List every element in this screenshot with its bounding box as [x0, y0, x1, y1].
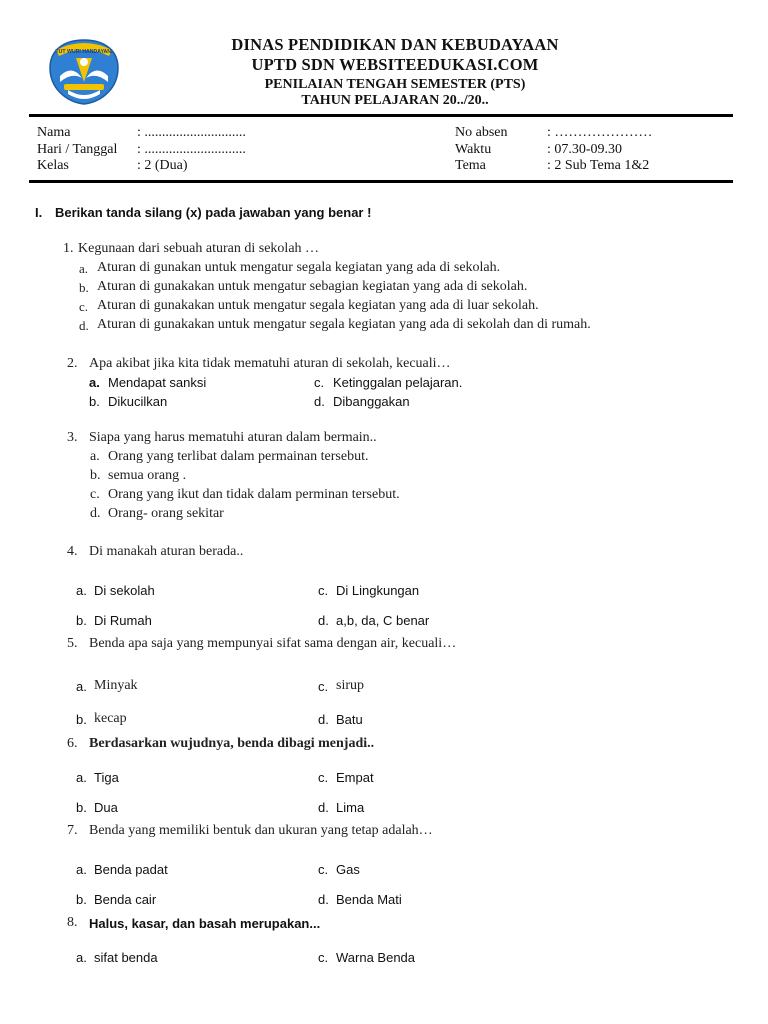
value-time: : 07.30-09.30 [547, 142, 623, 157]
academic-year: TAHUN PELAJARAN 20../20.. [301, 93, 489, 108]
q3-option-c[interactable]: Orang yang ikut dan tidak dalam perminan tersebut. [108, 487, 400, 502]
label-name: Nama [37, 125, 71, 140]
q3-option-a[interactable]: Orang yang terlibat dalam permainan tersebut. [108, 449, 369, 464]
q1-option-d[interactable]: Aturan di gunakakan untuk mengatur segala kegiatan yang ada di sekolah dan di rumah. [97, 317, 591, 332]
q1-option-c-letter: c. [79, 299, 89, 314]
q2-option-b[interactable]: Dikucilkan [108, 394, 168, 409]
q2-option-c[interactable]: Ketinggalan pelajaran. [333, 375, 463, 390]
q3-option-b[interactable]: semua orang . [108, 468, 187, 483]
q4-option-a[interactable]: Di sekolah [94, 583, 155, 598]
school-title: UPTD SDN WEBSITEEDUKASI.COM [251, 55, 539, 74]
q5-option-b-letter: b. [76, 712, 87, 727]
q1-option-a-letter: a. [79, 261, 89, 276]
label-absence-number: No absen [455, 125, 508, 140]
q7-option-b[interactable]: Benda cair [94, 892, 157, 907]
q5-option-a-letter: a. [76, 679, 87, 694]
q7-option-c-letter: c. [318, 862, 329, 877]
value-class: : 2 (Dua) [137, 158, 188, 173]
value-theme: : 2 Sub Tema 1&2 [547, 158, 650, 173]
q8-option-a[interactable]: sifat benda [94, 950, 158, 965]
q6-option-c[interactable]: Empat [336, 770, 374, 785]
question-5-text: Benda apa saja yang mempunyai sifat sama dengan air, kecuali… [89, 636, 457, 651]
q3-option-c-letter: c. [90, 487, 100, 502]
header-divider [29, 114, 733, 117]
question-1-text: Kegunaan dari sebuah aturan di sekolah … [78, 241, 320, 256]
section-numeral: I. [35, 205, 43, 220]
q6-option-b[interactable]: Dua [94, 800, 118, 815]
q4-option-d[interactable]: a,b, da, C benar [336, 613, 430, 628]
question-2-number: 2. [67, 356, 78, 371]
q5-option-b[interactable]: kecap [94, 711, 127, 726]
q2-option-b-letter: b. [89, 394, 100, 409]
q7-option-d[interactable]: Benda Mati [336, 892, 402, 907]
q3-option-d-letter: d. [90, 506, 101, 521]
q4-option-c-letter: c. [318, 583, 329, 598]
tut-wuri-handayani-logo-icon [46, 38, 122, 106]
exam-title: PENILAIAN TENGAH SEMESTER (PTS) [264, 77, 526, 92]
q4-option-a-letter: a. [76, 583, 87, 598]
q4-option-b-letter: b. [76, 613, 87, 628]
label-class: Kelas [37, 158, 69, 173]
question-6-number: 6. [67, 736, 78, 751]
question-6-text: Berdasarkan wujudnya, benda dibagi menjadi.. [89, 736, 375, 751]
question-4-number: 4. [67, 544, 78, 559]
q1-option-b[interactable]: Aturan di gunakakan untuk mengatur sebagian kegiatan yang ada di sekolah. [97, 279, 528, 294]
question-8-number: 8. [67, 915, 78, 930]
q7-option-d-letter: d. [318, 892, 329, 907]
q1-option-d-letter: d. [79, 318, 89, 333]
q7-option-c[interactable]: Gas [336, 862, 360, 877]
q6-option-d[interactable]: Lima [336, 800, 365, 815]
q7-option-a[interactable]: Benda padat [94, 862, 168, 877]
section-instruction: Berikan tanda silang (x) pada jawaban yang benar ! [55, 205, 372, 220]
label-time: Waktu [455, 142, 492, 157]
q6-option-c-letter: c. [318, 770, 329, 785]
school-logo [46, 38, 122, 106]
logo-motto: TUT WURI HANDAYANI [55, 49, 113, 55]
q5-option-c[interactable]: sirup [336, 678, 364, 693]
question-3-number: 3. [67, 430, 78, 445]
q3-option-a-letter: a. [90, 449, 100, 464]
q5-option-a[interactable]: Minyak [94, 678, 138, 693]
q2-option-a-letter: a. [89, 375, 100, 390]
question-5-number: 5. [67, 636, 78, 651]
q8-option-c[interactable]: Warna Benda [336, 950, 416, 965]
question-2-text: Apa akibat jika kita tidak mematuhi aturan di sekolah, kecuali… [89, 356, 451, 371]
q4-option-c[interactable]: Di Lingkungan [336, 583, 420, 598]
q1-option-a[interactable]: Aturan di gunakan untuk mengatur segala kegiatan yang ada di sekolah. [97, 260, 501, 275]
value-name: : ............................. [137, 125, 246, 140]
q6-option-a-letter: a. [76, 770, 87, 785]
q7-option-a-letter: a. [76, 862, 87, 877]
question-7-number: 7. [67, 823, 78, 838]
label-theme: Tema [455, 158, 486, 173]
question-8-text: Halus, kasar, dan basah merupakan... [89, 916, 321, 931]
q1-option-b-letter: b. [79, 280, 89, 295]
q5-option-d[interactable]: Batu [336, 712, 363, 727]
q8-option-a-letter: a. [76, 950, 87, 965]
q6-option-a[interactable]: Tiga [94, 770, 119, 785]
question-4-text: Di manakah aturan berada.. [89, 544, 244, 559]
q5-option-d-letter: d. [318, 712, 329, 727]
question-7-text: Benda yang memiliki bentuk dan ukuran yang tetap adalah… [89, 823, 433, 838]
identity-divider [29, 180, 733, 183]
label-day-date: Hari / Tanggal [37, 142, 118, 157]
q6-option-b-letter: b. [76, 800, 87, 815]
q2-option-a[interactable]: Mendapat sanksi [108, 375, 207, 390]
q2-option-c-letter: c. [314, 375, 325, 390]
q1-option-c[interactable]: Aturan di gunakakan untuk mengatur segala kegiatan yang ada di luar sekolah. [97, 298, 539, 313]
q5-option-c-letter: c. [318, 679, 329, 694]
q3-option-d[interactable]: Orang- orang sekitar [108, 506, 224, 521]
q4-option-d-letter: d. [318, 613, 329, 628]
q2-option-d[interactable]: Dibanggakan [333, 394, 410, 409]
question-3-text: Siapa yang harus mematuhi aturan dalam bermain.. [89, 430, 377, 445]
q8-option-c-letter: c. [318, 950, 329, 965]
q4-option-b[interactable]: Di Rumah [94, 613, 152, 628]
value-absence-number: : ………………… [547, 125, 653, 140]
q3-option-b-letter: b. [90, 468, 101, 483]
q7-option-b-letter: b. [76, 892, 87, 907]
value-day-date: : ............................. [137, 142, 246, 157]
q2-option-d-letter: d. [314, 394, 325, 409]
question-1-number: 1. [63, 241, 74, 256]
agency-title: DINAS PENDIDIKAN DAN KEBUDAYAAN [231, 35, 559, 54]
q6-option-d-letter: d. [318, 800, 329, 815]
